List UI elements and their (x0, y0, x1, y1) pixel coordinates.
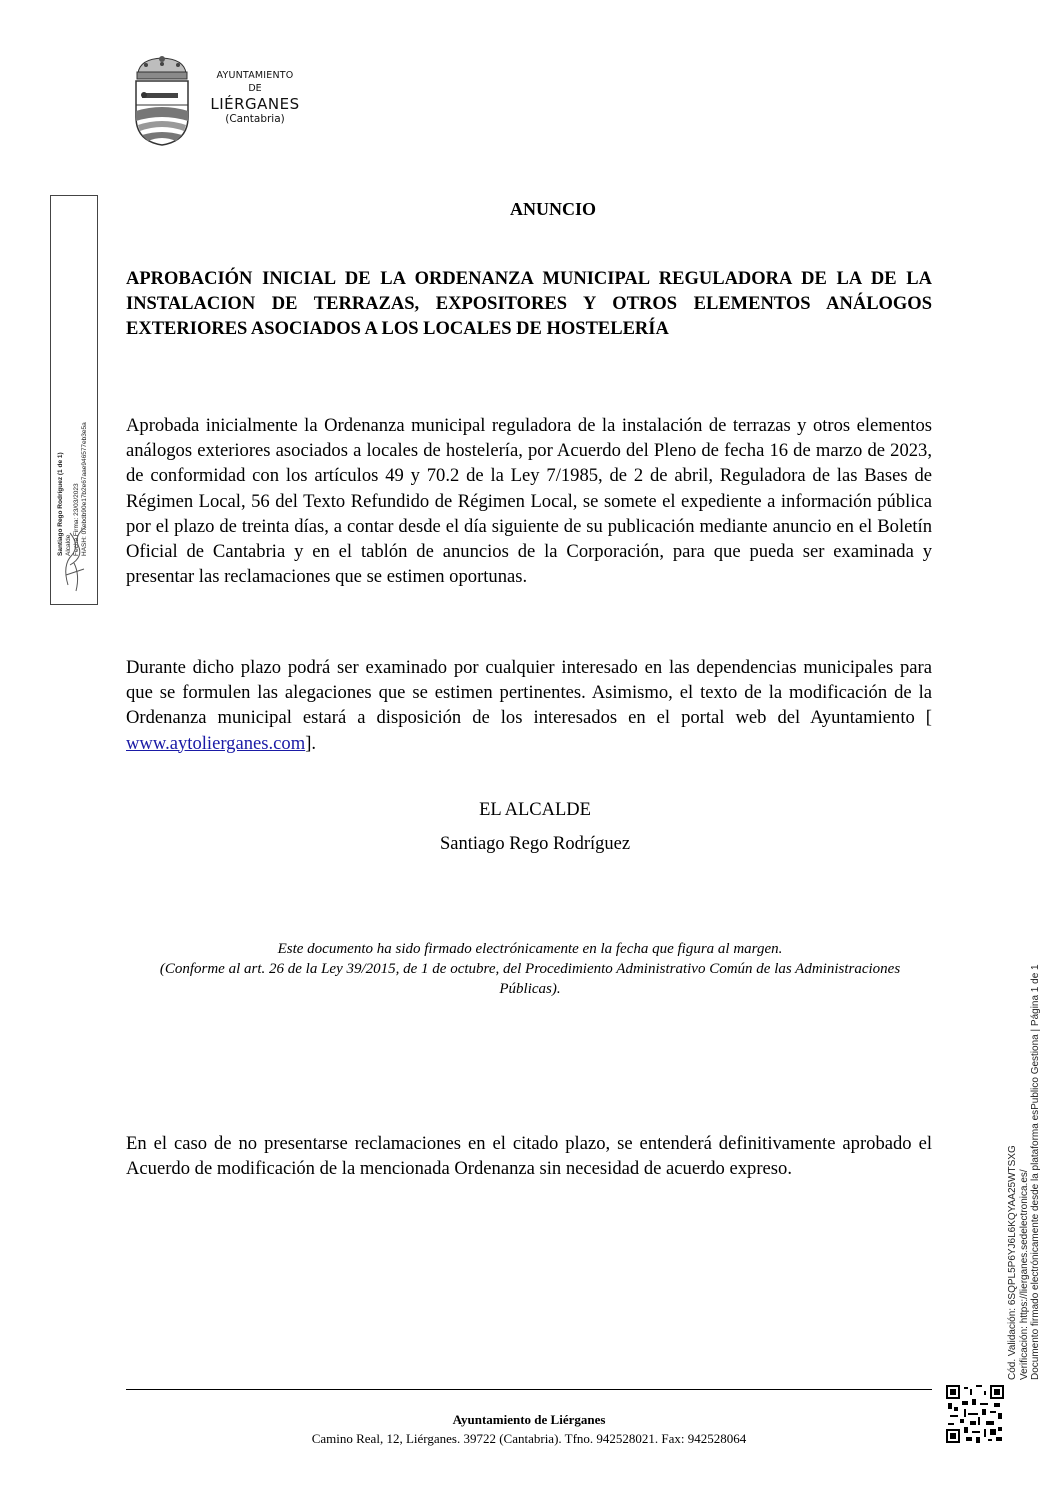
electronic-signature-note (150, 939, 910, 999)
signer-role: EL ALCALDE (479, 800, 591, 820)
note-line-1: Este documento ha sido firmado electrónicamente en la fecha que figura al margen. (277, 941, 783, 957)
document-subtitle: APROBACIÓN INICIAL DE LA ORDENANZA MUNICIPAL REGULADORA DE LA DE LA INSTALACION DE TERRAZAS, EXPOSITORES Y OTROS ELEMENTOS ANÁLOGOS EXTERIORES ASOCIADOS A LOS LOCALES DE HOSTELERÍA (126, 269, 932, 339)
institution-line-4: (Cantabria) (225, 113, 285, 125)
signature-date: Fecha Firma: 23/03/2023 (73, 483, 80, 556)
footer-institution: Ayuntamiento de Liérganes (452, 1412, 606, 1427)
website-link[interactable]: www.aytolierganes.com (126, 732, 306, 754)
validation-code: Cód. Validación: 6SQPL5P6YJ6L6KQYAA25WTSXG (1007, 1145, 1018, 1380)
institution-name (200, 70, 310, 125)
paragraph-final: En el caso de no presentarse reclamaciones en el citado plazo, se entenderá definitivamente aprobado el Acuerdo de modificación de la mencionada Ordenanza sin necesidad de acuerdo expreso. (126, 1133, 932, 1180)
note-line-2: (Conforme al art. 26 de la Ley 39/2015, de 1 de octubre, del Procedimiento Administrativo Común de las Administraciones Públicas). (159, 961, 901, 997)
paragraph-examination-end: ]. (305, 732, 317, 754)
paragraph-approval: Aprobada inicialmente la Ordenanza municipal reguladora de la instalación de terrazas y otros elementos análogos exteriores asociados a locales de hostelería, por Acuerdo del Pleno de fecha 16 de marzo de 2023, de conformidad con los artículos 49 y 70.2 de la Ley 7/1985, de 2 de abril, Reguladora de las Bases de Régimen Local, 56 del Texto Refundido de Régimen Local, se somete el expediente a información pública por el plazo de treinta días, a contar desde el día siguiente de su publicación mediante anuncio en el Boletín Oficial de Cantabria y en el tablón de anuncios de la Corporación, para que pueda ser examinada y presentar las reclamaciones que se estimen oportunas. (126, 415, 932, 588)
footer-divider (126, 1389, 932, 1390)
institution-line-3: LIÉRGANES (210, 95, 300, 113)
validation-url: Verificación: https://lierganes.sedelectronica.es/ (1018, 1169, 1030, 1380)
validation-info (1007, 920, 1047, 1380)
coat-of-arms-logo (132, 55, 192, 147)
signer-name: Santiago Rego Rodríguez (439, 834, 631, 854)
institution-line-1: AYUNTAMIENTO (216, 70, 294, 81)
signature-hash: HASH: 07ebdb90e17b2e67aae946577eb3e5a (81, 422, 88, 556)
validation-platform: Documento firmado electrónicamente desde la plataforma esPublico Gestiona | Página 1 de 1 (1030, 964, 1041, 1380)
paragraph-examination-text: Durante dicho plazo podrá ser examinado por cualquier interesado en las dependencias municipales para que se formulen las alegaciones que se estimen pertinentes. Asimismo, el texto de la modificación de la Ordenanza municipal estará a disposición de los interesados en el portal web del Ayuntamiento [ (126, 657, 932, 729)
signature-signer: Santiago Rego Rodríguez (1 de 1) (57, 452, 64, 556)
footer-address: Camino Real, 12, Liérganes. 39722 (Cantabria). Tfno. 942528021. Fax: 942528064 (311, 1431, 747, 1446)
signature-role: Alcalde (65, 534, 72, 556)
paragraph-examination (126, 655, 932, 756)
document-title: ANUNCIO (509, 199, 596, 219)
institution-line-2: DE (248, 83, 262, 94)
